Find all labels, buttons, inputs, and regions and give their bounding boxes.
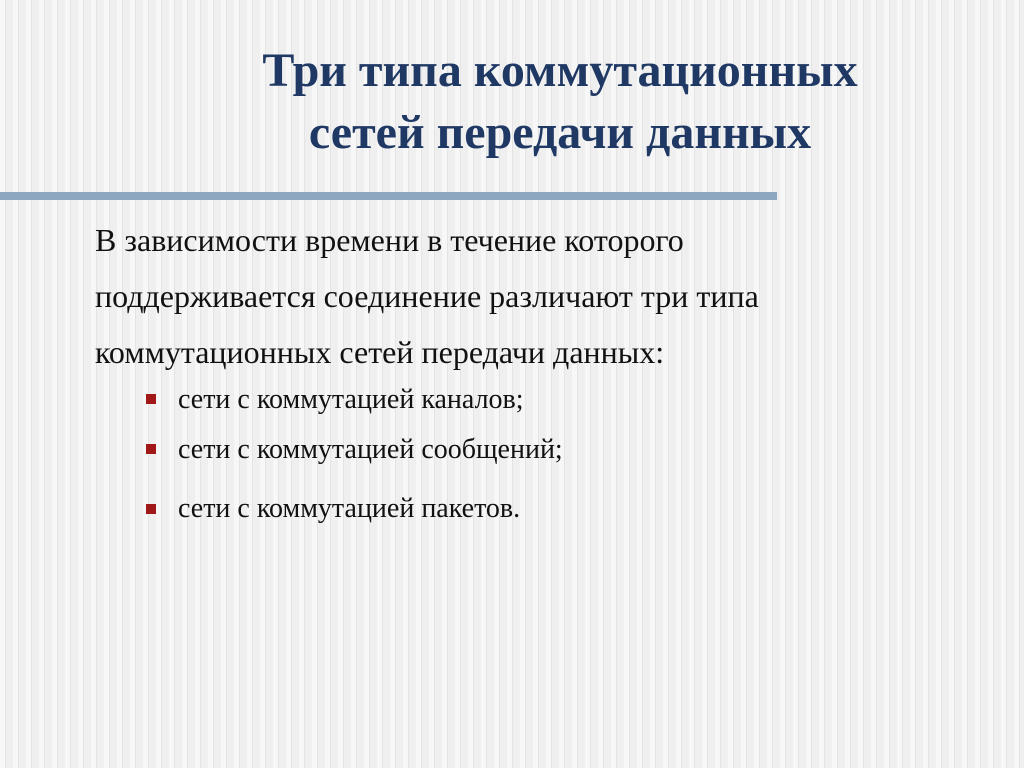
intro-line: поддерживается соединение различают три типа: [95, 278, 759, 314]
network-types-list: [146, 378, 966, 532]
intro-line: В зависимости времени в течение которого: [95, 222, 684, 258]
list-item: [146, 482, 966, 532]
intro-paragraph: [95, 212, 975, 380]
slide-title: [110, 40, 1010, 164]
list-item: [146, 378, 966, 428]
intro-line: коммутационных сетей передачи данных:: [95, 334, 665, 370]
square-bullet-icon: [146, 504, 156, 514]
list-item-text: сети с коммутацией пакетов.: [178, 493, 521, 524]
list-item-text: сети с коммутацией каналов;: [178, 384, 524, 415]
square-bullet-icon: [146, 394, 156, 404]
slide-title-line: Три типа коммутационных: [262, 44, 858, 97]
slide-title-line: сетей передачи данных: [308, 106, 812, 159]
title-divider: [0, 192, 777, 200]
square-bullet-icon: [146, 444, 156, 454]
list-item-text: сети с коммутацией сообщений;: [178, 434, 563, 465]
list-item: [146, 428, 966, 482]
